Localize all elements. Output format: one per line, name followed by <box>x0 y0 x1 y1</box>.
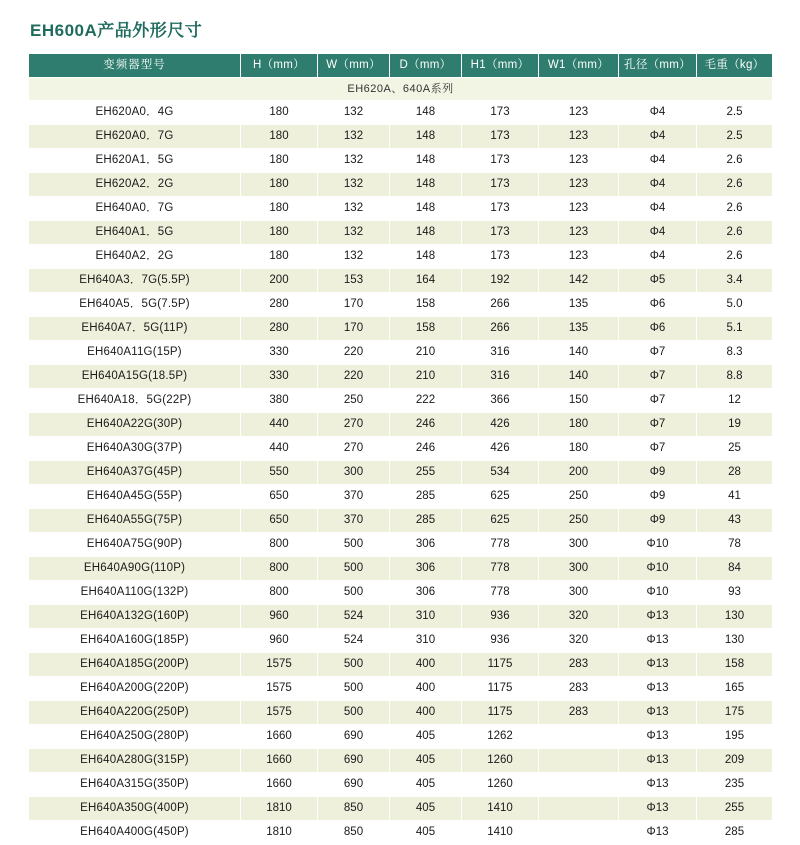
cell-gross-weight: 28 <box>697 461 773 485</box>
cell-w: 170 <box>318 317 390 341</box>
cell-d: 310 <box>390 629 462 653</box>
cell-d: 285 <box>390 509 462 533</box>
cell-d: 306 <box>390 533 462 557</box>
cell-hole-diameter: Φ4 <box>619 173 697 197</box>
cell-w1: 135 <box>539 317 619 341</box>
column-header-h: H（mm） <box>241 54 318 78</box>
cell-w1: 123 <box>539 197 619 221</box>
cell-hole-diameter: Φ6 <box>619 317 697 341</box>
column-header-d: D（mm） <box>390 54 462 78</box>
cell-model: EH640A160G(185P) <box>29 629 241 653</box>
table-row <box>29 101 773 125</box>
cell-hole-diameter: Φ13 <box>619 629 697 653</box>
cell-w: 170 <box>318 293 390 317</box>
cell-d: 405 <box>390 725 462 749</box>
cell-h1: 173 <box>462 101 539 125</box>
cell-gross-weight: 175 <box>697 701 773 725</box>
cell-model: EH640A315G(350P) <box>29 773 241 797</box>
cell-model: EH640A132G(160P) <box>29 605 241 629</box>
cell-w1: 140 <box>539 365 619 389</box>
cell-w: 690 <box>318 773 390 797</box>
table-row <box>29 413 773 437</box>
cell-h: 180 <box>241 221 318 245</box>
cell-hole-diameter: Φ4 <box>619 125 697 149</box>
cell-d: 400 <box>390 677 462 701</box>
cell-h: 280 <box>241 317 318 341</box>
cell-w: 690 <box>318 749 390 773</box>
cell-h: 1810 <box>241 821 318 845</box>
cell-w: 300 <box>318 461 390 485</box>
cell-h: 200 <box>241 269 318 293</box>
cell-w: 500 <box>318 533 390 557</box>
cell-hole-diameter: Φ6 <box>619 293 697 317</box>
cell-hole-diameter: Φ13 <box>619 725 697 749</box>
series-label: EH620A、640A系列 <box>29 78 773 101</box>
cell-gross-weight: 8.8 <box>697 365 773 389</box>
cell-gross-weight: 19 <box>697 413 773 437</box>
cell-model: EH640A45G(55P) <box>29 485 241 509</box>
cell-w1: 283 <box>539 701 619 725</box>
table-row <box>29 677 773 701</box>
cell-h1: 1262 <box>462 725 539 749</box>
table-row <box>29 605 773 629</box>
dimensions-table <box>28 53 773 845</box>
cell-gross-weight: 8.3 <box>697 341 773 365</box>
cell-w: 850 <box>318 797 390 821</box>
cell-w1: 123 <box>539 149 619 173</box>
cell-w1: 150 <box>539 389 619 413</box>
cell-w1: 123 <box>539 221 619 245</box>
cell-gross-weight: 2.5 <box>697 101 773 125</box>
cell-d: 158 <box>390 317 462 341</box>
cell-h: 280 <box>241 293 318 317</box>
cell-gross-weight: 2.5 <box>697 125 773 149</box>
cell-h1: 1175 <box>462 653 539 677</box>
table-row <box>29 653 773 677</box>
cell-h1: 426 <box>462 437 539 461</box>
cell-gross-weight: 3.4 <box>697 269 773 293</box>
cell-h1: 173 <box>462 173 539 197</box>
cell-gross-weight: 12 <box>697 389 773 413</box>
cell-w1: 283 <box>539 653 619 677</box>
cell-w1: 250 <box>539 509 619 533</box>
table-row <box>29 341 773 365</box>
cell-hole-diameter: Φ13 <box>619 653 697 677</box>
cell-h1: 173 <box>462 221 539 245</box>
cell-model: EH620A1．5G <box>29 149 241 173</box>
table-row <box>29 269 773 293</box>
cell-d: 246 <box>390 413 462 437</box>
cell-h: 440 <box>241 413 318 437</box>
cell-h: 650 <box>241 509 318 533</box>
cell-hole-diameter: Φ7 <box>619 413 697 437</box>
cell-d: 148 <box>390 197 462 221</box>
cell-w: 220 <box>318 365 390 389</box>
cell-w: 153 <box>318 269 390 293</box>
cell-h1: 1410 <box>462 821 539 845</box>
cell-gross-weight: 209 <box>697 749 773 773</box>
cell-h1: 173 <box>462 125 539 149</box>
table-row <box>29 245 773 269</box>
cell-gross-weight: 41 <box>697 485 773 509</box>
cell-h1: 316 <box>462 365 539 389</box>
cell-h: 960 <box>241 605 318 629</box>
cell-hole-diameter: Φ4 <box>619 197 697 221</box>
column-header-w1: W1（mm） <box>539 54 619 78</box>
cell-h: 330 <box>241 365 318 389</box>
cell-h: 1575 <box>241 677 318 701</box>
cell-h: 800 <box>241 533 318 557</box>
column-header-h1: H1（mm） <box>462 54 539 78</box>
cell-d: 148 <box>390 245 462 269</box>
cell-d: 246 <box>390 437 462 461</box>
cell-w: 250 <box>318 389 390 413</box>
cell-h: 650 <box>241 485 318 509</box>
cell-d: 310 <box>390 605 462 629</box>
cell-w: 370 <box>318 485 390 509</box>
cell-h: 180 <box>241 101 318 125</box>
cell-model: EH640A280G(315P) <box>29 749 241 773</box>
cell-model: EH640A110G(132P) <box>29 581 241 605</box>
cell-w1: 142 <box>539 269 619 293</box>
cell-d: 255 <box>390 461 462 485</box>
cell-h1: 1260 <box>462 749 539 773</box>
cell-h: 180 <box>241 197 318 221</box>
cell-model: EH640A1．5G <box>29 221 241 245</box>
table-row <box>29 125 773 149</box>
cell-hole-diameter: Φ4 <box>619 101 697 125</box>
cell-gross-weight: 25 <box>697 437 773 461</box>
cell-h: 1660 <box>241 773 318 797</box>
table-row <box>29 317 773 341</box>
cell-w: 500 <box>318 557 390 581</box>
cell-gross-weight: 2.6 <box>697 221 773 245</box>
cell-hole-diameter: Φ13 <box>619 749 697 773</box>
cell-h: 440 <box>241 437 318 461</box>
cell-w1: 180 <box>539 437 619 461</box>
cell-w: 270 <box>318 437 390 461</box>
cell-h1: 1175 <box>462 701 539 725</box>
cell-d: 158 <box>390 293 462 317</box>
cell-model: EH640A37G(45P) <box>29 461 241 485</box>
cell-gross-weight: 130 <box>697 605 773 629</box>
cell-model: EH640A220G(250P) <box>29 701 241 725</box>
cell-d: 285 <box>390 485 462 509</box>
cell-w1 <box>539 725 619 749</box>
cell-h1: 534 <box>462 461 539 485</box>
cell-h1: 625 <box>462 509 539 533</box>
cell-model: EH640A250G(280P) <box>29 725 241 749</box>
table-row <box>29 197 773 221</box>
cell-hole-diameter: Φ9 <box>619 485 697 509</box>
column-header-gross-weight: 毛重（kg） <box>697 54 773 78</box>
cell-hole-diameter: Φ10 <box>619 533 697 557</box>
cell-hole-diameter: Φ4 <box>619 149 697 173</box>
cell-d: 306 <box>390 557 462 581</box>
cell-h: 1660 <box>241 725 318 749</box>
cell-gross-weight: 130 <box>697 629 773 653</box>
cell-hole-diameter: Φ4 <box>619 221 697 245</box>
cell-hole-diameter: Φ13 <box>619 773 697 797</box>
cell-model: EH640A0．7G <box>29 197 241 221</box>
table-row <box>29 173 773 197</box>
cell-w1 <box>539 821 619 845</box>
column-header-model: 变频器型号 <box>29 54 241 78</box>
cell-hole-diameter: Φ9 <box>619 509 697 533</box>
cell-d: 405 <box>390 821 462 845</box>
cell-h1: 778 <box>462 533 539 557</box>
cell-w: 132 <box>318 125 390 149</box>
cell-h: 380 <box>241 389 318 413</box>
cell-gross-weight: 195 <box>697 725 773 749</box>
cell-w1: 300 <box>539 533 619 557</box>
cell-hole-diameter: Φ7 <box>619 341 697 365</box>
cell-hole-diameter: Φ13 <box>619 797 697 821</box>
cell-h: 180 <box>241 149 318 173</box>
cell-model: EH640A90G(110P) <box>29 557 241 581</box>
cell-hole-diameter: Φ10 <box>619 557 697 581</box>
cell-hole-diameter: Φ9 <box>619 461 697 485</box>
cell-d: 400 <box>390 701 462 725</box>
cell-model: EH640A55G(75P) <box>29 509 241 533</box>
cell-h: 1575 <box>241 701 318 725</box>
cell-gross-weight: 5.1 <box>697 317 773 341</box>
cell-model: EH620A0．4G <box>29 101 241 125</box>
table-body <box>29 78 773 845</box>
table-row <box>29 485 773 509</box>
cell-hole-diameter: Φ13 <box>619 605 697 629</box>
cell-h1: 1260 <box>462 773 539 797</box>
cell-h1: 266 <box>462 293 539 317</box>
cell-gross-weight: 165 <box>697 677 773 701</box>
cell-gross-weight: 5.0 <box>697 293 773 317</box>
cell-w1 <box>539 773 619 797</box>
table-row <box>29 293 773 317</box>
cell-w: 690 <box>318 725 390 749</box>
cell-d: 148 <box>390 101 462 125</box>
cell-gross-weight: 93 <box>697 581 773 605</box>
cell-w1: 320 <box>539 605 619 629</box>
cell-w1 <box>539 749 619 773</box>
cell-d: 148 <box>390 173 462 197</box>
cell-w: 370 <box>318 509 390 533</box>
table-row <box>29 437 773 461</box>
cell-d: 405 <box>390 749 462 773</box>
column-header-hole-diameter: 孔径（mm） <box>619 54 697 78</box>
cell-hole-diameter: Φ13 <box>619 677 697 701</box>
cell-h: 1575 <box>241 653 318 677</box>
cell-model: EH640A30G(37P) <box>29 437 241 461</box>
column-header-w: W（mm） <box>318 54 390 78</box>
table-row <box>29 629 773 653</box>
cell-h1: 778 <box>462 557 539 581</box>
cell-h1: 936 <box>462 629 539 653</box>
cell-h1: 266 <box>462 317 539 341</box>
cell-w: 524 <box>318 629 390 653</box>
cell-w: 500 <box>318 581 390 605</box>
cell-gross-weight: 84 <box>697 557 773 581</box>
cell-model: EH640A2．2G <box>29 245 241 269</box>
cell-w: 524 <box>318 605 390 629</box>
cell-w: 220 <box>318 341 390 365</box>
cell-d: 405 <box>390 797 462 821</box>
cell-w1: 250 <box>539 485 619 509</box>
cell-model: EH640A3．7G(5.5P) <box>29 269 241 293</box>
table-row <box>29 725 773 749</box>
cell-w: 132 <box>318 221 390 245</box>
table-row <box>29 773 773 797</box>
cell-d: 164 <box>390 269 462 293</box>
page-title: EH600A产品外形尺寸 <box>30 21 203 40</box>
cell-w: 270 <box>318 413 390 437</box>
cell-h: 550 <box>241 461 318 485</box>
cell-gross-weight: 43 <box>697 509 773 533</box>
cell-model: EH640A22G(30P) <box>29 413 241 437</box>
cell-gross-weight: 255 <box>697 797 773 821</box>
table-row <box>29 221 773 245</box>
cell-model: EH640A400G(450P) <box>29 821 241 845</box>
cell-model: EH640A15G(18.5P) <box>29 365 241 389</box>
cell-h: 330 <box>241 341 318 365</box>
cell-w1: 320 <box>539 629 619 653</box>
cell-h1: 173 <box>462 149 539 173</box>
cell-h: 800 <box>241 557 318 581</box>
cell-h1: 192 <box>462 269 539 293</box>
cell-h1: 173 <box>462 197 539 221</box>
cell-model: EH640A7．5G(11P) <box>29 317 241 341</box>
cell-model: EH640A185G(200P) <box>29 653 241 677</box>
cell-gross-weight: 285 <box>697 821 773 845</box>
cell-gross-weight: 2.6 <box>697 149 773 173</box>
cell-h1: 778 <box>462 581 539 605</box>
cell-w1: 123 <box>539 173 619 197</box>
cell-h1: 936 <box>462 605 539 629</box>
cell-w: 132 <box>318 173 390 197</box>
cell-w: 850 <box>318 821 390 845</box>
table-row <box>29 749 773 773</box>
cell-w1: 140 <box>539 341 619 365</box>
cell-gross-weight: 2.6 <box>697 173 773 197</box>
cell-h1: 316 <box>462 341 539 365</box>
cell-h: 1660 <box>241 749 318 773</box>
cell-w1: 300 <box>539 557 619 581</box>
table-row <box>29 533 773 557</box>
cell-h1: 1410 <box>462 797 539 821</box>
table-row <box>29 149 773 173</box>
cell-h: 180 <box>241 245 318 269</box>
table-row <box>29 389 773 413</box>
cell-d: 148 <box>390 221 462 245</box>
table-row <box>29 581 773 605</box>
cell-w1: 180 <box>539 413 619 437</box>
cell-d: 148 <box>390 125 462 149</box>
table-row <box>29 797 773 821</box>
cell-h: 180 <box>241 125 318 149</box>
cell-h: 180 <box>241 173 318 197</box>
cell-d: 210 <box>390 365 462 389</box>
cell-hole-diameter: Φ5 <box>619 269 697 293</box>
cell-d: 405 <box>390 773 462 797</box>
cell-w: 132 <box>318 101 390 125</box>
cell-w1: 135 <box>539 293 619 317</box>
table-row <box>29 509 773 533</box>
table-row <box>29 701 773 725</box>
cell-h: 800 <box>241 581 318 605</box>
cell-w1: 200 <box>539 461 619 485</box>
cell-model: EH640A200G(220P) <box>29 677 241 701</box>
cell-h: 960 <box>241 629 318 653</box>
cell-hole-diameter: Φ4 <box>619 245 697 269</box>
cell-w1 <box>539 797 619 821</box>
table-row <box>29 557 773 581</box>
cell-h1: 173 <box>462 245 539 269</box>
cell-h1: 625 <box>462 485 539 509</box>
cell-model: EH640A5．5G(7.5P) <box>29 293 241 317</box>
cell-w: 132 <box>318 197 390 221</box>
cell-d: 148 <box>390 149 462 173</box>
cell-h1: 426 <box>462 413 539 437</box>
cell-hole-diameter: Φ10 <box>619 581 697 605</box>
cell-model: EH620A0．7G <box>29 125 241 149</box>
cell-gross-weight: 2.6 <box>697 245 773 269</box>
cell-w: 500 <box>318 677 390 701</box>
cell-w1: 123 <box>539 245 619 269</box>
cell-w1: 283 <box>539 677 619 701</box>
cell-w1: 123 <box>539 101 619 125</box>
table-header <box>29 54 773 78</box>
cell-model: EH640A75G(90P) <box>29 533 241 557</box>
cell-w1: 123 <box>539 125 619 149</box>
cell-w1: 300 <box>539 581 619 605</box>
cell-hole-diameter: Φ13 <box>619 701 697 725</box>
cell-d: 306 <box>390 581 462 605</box>
cell-gross-weight: 2.6 <box>697 197 773 221</box>
cell-h: 1810 <box>241 797 318 821</box>
cell-gross-weight: 78 <box>697 533 773 557</box>
cell-model: EH620A2．2G <box>29 173 241 197</box>
cell-d: 400 <box>390 653 462 677</box>
cell-model: EH640A11G(15P) <box>29 341 241 365</box>
cell-hole-diameter: Φ7 <box>619 365 697 389</box>
cell-w: 500 <box>318 653 390 677</box>
cell-d: 210 <box>390 341 462 365</box>
cell-w: 132 <box>318 149 390 173</box>
cell-d: 222 <box>390 389 462 413</box>
cell-h1: 1175 <box>462 677 539 701</box>
cell-hole-diameter: Φ7 <box>619 389 697 413</box>
cell-model: EH640A18．5G(22P) <box>29 389 241 413</box>
table-row <box>29 365 773 389</box>
table-row <box>29 821 773 845</box>
cell-w: 132 <box>318 245 390 269</box>
cell-model: EH640A350G(400P) <box>29 797 241 821</box>
series-row <box>29 78 773 101</box>
cell-hole-diameter: Φ7 <box>619 437 697 461</box>
cell-h1: 366 <box>462 389 539 413</box>
cell-w: 500 <box>318 701 390 725</box>
cell-gross-weight: 158 <box>697 653 773 677</box>
cell-gross-weight: 235 <box>697 773 773 797</box>
cell-hole-diameter: Φ13 <box>619 821 697 845</box>
table-header-row <box>29 54 773 78</box>
table-row <box>29 461 773 485</box>
